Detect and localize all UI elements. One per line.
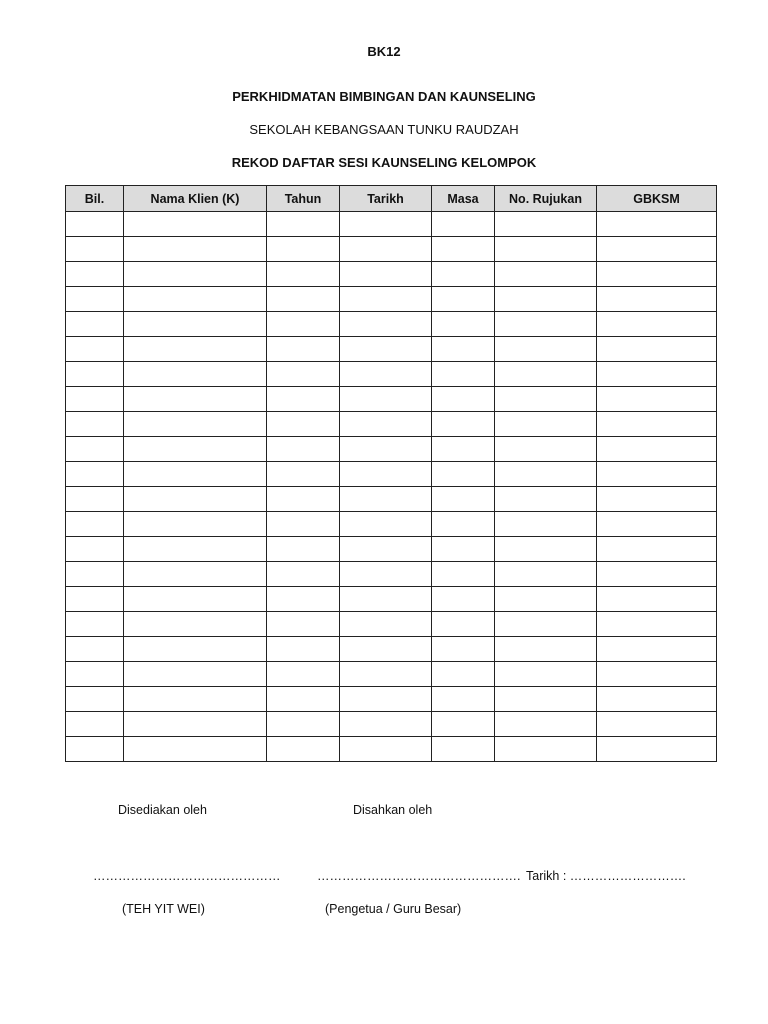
table-cell[interactable] <box>432 462 495 487</box>
prepared-by-label: Disediakan oleh <box>118 803 207 817</box>
table-cell[interactable] <box>495 637 597 662</box>
table-cell[interactable] <box>267 637 340 662</box>
table-cell[interactable] <box>340 512 432 537</box>
table-cell[interactable] <box>432 662 495 687</box>
table-row <box>66 212 717 237</box>
header-tahun: Tahun <box>267 186 340 212</box>
table-cell[interactable] <box>124 562 267 587</box>
table-cell[interactable] <box>432 687 495 712</box>
table-cell[interactable] <box>340 712 432 737</box>
table-cell[interactable] <box>124 287 267 312</box>
table-row <box>66 687 717 712</box>
table-cell[interactable] <box>597 612 717 637</box>
table-row <box>66 262 717 287</box>
table-cell[interactable] <box>597 412 717 437</box>
table-cell[interactable] <box>66 212 124 237</box>
table-cell[interactable] <box>495 587 597 612</box>
table-cell[interactable] <box>340 587 432 612</box>
header-no-rujukan: No. Rujukan <box>495 186 597 212</box>
table-cell[interactable] <box>597 262 717 287</box>
table-cell[interactable] <box>597 362 717 387</box>
table-cell[interactable] <box>124 212 267 237</box>
table-cell[interactable] <box>597 437 717 462</box>
session-register-table <box>65 185 717 762</box>
table-cell[interactable] <box>432 437 495 462</box>
table-cell[interactable] <box>124 487 267 512</box>
table-cell[interactable] <box>495 687 597 712</box>
table-cell[interactable] <box>267 612 340 637</box>
header-masa: Masa <box>432 186 495 212</box>
table-row <box>66 487 717 512</box>
table-cell[interactable] <box>597 312 717 337</box>
table-cell[interactable] <box>267 737 340 762</box>
table-cell[interactable] <box>340 462 432 487</box>
table-cell[interactable] <box>124 362 267 387</box>
table-cell[interactable] <box>340 437 432 462</box>
table-row <box>66 287 717 312</box>
table-row <box>66 312 717 337</box>
header-gbksm: GBKSM <box>597 186 717 212</box>
table-cell[interactable] <box>66 387 124 412</box>
document-code: BK12 <box>367 44 401 59</box>
table-cell[interactable] <box>432 312 495 337</box>
table-cell[interactable] <box>124 312 267 337</box>
table-row <box>66 337 717 362</box>
document-title: PERKHIDMATAN BIMBINGAN DAN KAUNSELING <box>232 89 536 104</box>
table-cell[interactable] <box>66 612 124 637</box>
table-row <box>66 662 717 687</box>
table-cell[interactable] <box>432 337 495 362</box>
table-cell[interactable] <box>432 712 495 737</box>
header-nama-klien: Nama Klien (K) <box>124 186 267 212</box>
table-cell[interactable] <box>597 512 717 537</box>
table-cell[interactable] <box>597 337 717 362</box>
table-cell[interactable] <box>267 262 340 287</box>
table-row <box>66 562 717 587</box>
table-cell[interactable] <box>432 637 495 662</box>
table-cell[interactable] <box>124 462 267 487</box>
table-cell[interactable] <box>66 337 124 362</box>
table-cell[interactable] <box>597 662 717 687</box>
table-cell[interactable] <box>124 612 267 637</box>
approved-signature-line: …………………………………………. <box>317 869 521 883</box>
table-cell[interactable] <box>267 562 340 587</box>
table-cell[interactable] <box>267 487 340 512</box>
table-cell[interactable] <box>124 737 267 762</box>
table-cell[interactable] <box>495 362 597 387</box>
table-cell[interactable] <box>340 212 432 237</box>
table-cell[interactable] <box>340 487 432 512</box>
school-name: SEKOLAH KEBANGSAAN TUNKU RAUDZAH <box>249 122 519 137</box>
table-cell[interactable] <box>124 237 267 262</box>
table-cell[interactable] <box>66 262 124 287</box>
approved-by-name: (Pengetua / Guru Besar) <box>325 902 462 916</box>
table-cell[interactable] <box>495 487 597 512</box>
table-row <box>66 512 717 537</box>
table-cell[interactable] <box>495 662 597 687</box>
table-cell[interactable] <box>340 387 432 412</box>
table-cell[interactable] <box>66 362 124 387</box>
table-cell[interactable] <box>597 637 717 662</box>
table-cell[interactable] <box>124 662 267 687</box>
table-cell[interactable] <box>66 437 124 462</box>
table-row <box>66 437 717 462</box>
table-cell[interactable] <box>432 412 495 437</box>
table-cell[interactable] <box>495 262 597 287</box>
table-cell[interactable] <box>597 687 717 712</box>
table-cell[interactable] <box>597 387 717 412</box>
table-row <box>66 412 717 437</box>
table-cell[interactable] <box>267 662 340 687</box>
table-cell[interactable] <box>267 712 340 737</box>
table-cell[interactable] <box>495 612 597 637</box>
table-cell[interactable] <box>432 737 495 762</box>
table-cell[interactable] <box>267 212 340 237</box>
table-cell[interactable] <box>495 562 597 587</box>
table-cell[interactable] <box>267 462 340 487</box>
table-cell[interactable] <box>495 437 597 462</box>
table-cell[interactable] <box>267 512 340 537</box>
table-row <box>66 712 717 737</box>
table-cell[interactable] <box>340 737 432 762</box>
table-cell[interactable] <box>124 512 267 537</box>
table-cell[interactable] <box>124 387 267 412</box>
table-cell[interactable] <box>495 537 597 562</box>
table-cell[interactable] <box>267 437 340 462</box>
table-cell[interactable] <box>124 437 267 462</box>
table-cell[interactable] <box>432 612 495 637</box>
table-cell[interactable] <box>597 537 717 562</box>
header-bil: Bil. <box>66 186 124 212</box>
table-cell[interactable] <box>597 237 717 262</box>
table-cell[interactable] <box>340 662 432 687</box>
prepared-signature-line: ……………………………………… <box>93 869 281 883</box>
table-header-row <box>66 186 717 212</box>
table-cell[interactable] <box>340 287 432 312</box>
table-cell[interactable] <box>340 337 432 362</box>
header-tarikh: Tarikh <box>340 186 432 212</box>
table-cell[interactable] <box>340 362 432 387</box>
table-cell[interactable] <box>124 712 267 737</box>
table-cell[interactable] <box>124 262 267 287</box>
table-cell[interactable] <box>597 587 717 612</box>
table-cell[interactable] <box>495 237 597 262</box>
table-row <box>66 387 717 412</box>
table-cell[interactable] <box>340 312 432 337</box>
table-cell[interactable] <box>597 712 717 737</box>
table-row <box>66 637 717 662</box>
table-cell[interactable] <box>495 737 597 762</box>
table-cell[interactable] <box>66 587 124 612</box>
table-cell[interactable] <box>66 662 124 687</box>
table-cell[interactable] <box>432 362 495 387</box>
table-cell[interactable] <box>340 637 432 662</box>
table-cell[interactable] <box>340 687 432 712</box>
table-cell[interactable] <box>495 312 597 337</box>
table-cell[interactable] <box>267 387 340 412</box>
table-cell[interactable] <box>267 587 340 612</box>
table-cell[interactable] <box>432 487 495 512</box>
table-cell[interactable] <box>66 312 124 337</box>
table-cell[interactable] <box>66 462 124 487</box>
table-cell[interactable] <box>66 287 124 312</box>
table-row <box>66 537 717 562</box>
table-cell[interactable] <box>597 487 717 512</box>
table-cell[interactable] <box>597 287 717 312</box>
table-cell[interactable] <box>340 537 432 562</box>
table-cell[interactable] <box>66 412 124 437</box>
table-cell[interactable] <box>495 712 597 737</box>
table-cell[interactable] <box>432 237 495 262</box>
table-cell[interactable] <box>267 287 340 312</box>
table-cell[interactable] <box>432 262 495 287</box>
approved-by-label: Disahkan oleh <box>353 803 433 817</box>
table-cell[interactable] <box>432 287 495 312</box>
table-row <box>66 612 717 637</box>
table-cell[interactable] <box>267 237 340 262</box>
table-cell[interactable] <box>340 612 432 637</box>
table-cell[interactable] <box>124 687 267 712</box>
table-cell[interactable] <box>597 462 717 487</box>
prepared-by-name: (TEH YIT WEI) <box>122 902 205 916</box>
table-cell[interactable] <box>597 562 717 587</box>
table-cell[interactable] <box>267 337 340 362</box>
table-cell[interactable] <box>66 512 124 537</box>
table-cell[interactable] <box>495 287 597 312</box>
table-body <box>66 212 717 762</box>
table-cell[interactable] <box>124 412 267 437</box>
table-cell[interactable] <box>597 737 717 762</box>
table-cell[interactable] <box>124 337 267 362</box>
table-row <box>66 737 717 762</box>
table-cell[interactable] <box>267 312 340 337</box>
table-cell[interactable] <box>432 212 495 237</box>
table-cell[interactable] <box>66 712 124 737</box>
table-cell[interactable] <box>267 412 340 437</box>
table-cell[interactable] <box>66 562 124 587</box>
table-cell[interactable] <box>66 487 124 512</box>
date-signature-line: Tarikh : ………………………. <box>526 869 686 883</box>
table-cell[interactable] <box>66 737 124 762</box>
table-cell[interactable] <box>495 337 597 362</box>
table-cell[interactable] <box>340 562 432 587</box>
table-cell[interactable] <box>340 237 432 262</box>
table-cell[interactable] <box>432 587 495 612</box>
table-cell[interactable] <box>124 637 267 662</box>
table-row <box>66 362 717 387</box>
table-cell[interactable] <box>495 387 597 412</box>
table-cell[interactable] <box>66 687 124 712</box>
table-cell[interactable] <box>432 537 495 562</box>
table-cell[interactable] <box>267 362 340 387</box>
table-cell[interactable] <box>495 412 597 437</box>
table-row <box>66 237 717 262</box>
table-cell[interactable] <box>495 212 597 237</box>
table-cell[interactable] <box>597 212 717 237</box>
table-cell[interactable] <box>432 512 495 537</box>
table-cell[interactable] <box>66 637 124 662</box>
table-cell[interactable] <box>124 587 267 612</box>
table-row <box>66 587 717 612</box>
table-cell[interactable] <box>432 387 495 412</box>
table-cell[interactable] <box>495 512 597 537</box>
table-cell[interactable] <box>267 537 340 562</box>
table-row <box>66 462 717 487</box>
table-cell[interactable] <box>124 537 267 562</box>
table-cell[interactable] <box>432 562 495 587</box>
table-cell[interactable] <box>340 262 432 287</box>
table-cell[interactable] <box>495 462 597 487</box>
document-subtitle: REKOD DAFTAR SESI KAUNSELING KELOMPOK <box>231 155 537 170</box>
table-cell[interactable] <box>340 412 432 437</box>
table-cell[interactable] <box>66 237 124 262</box>
table-cell[interactable] <box>66 537 124 562</box>
table-cell[interactable] <box>267 687 340 712</box>
